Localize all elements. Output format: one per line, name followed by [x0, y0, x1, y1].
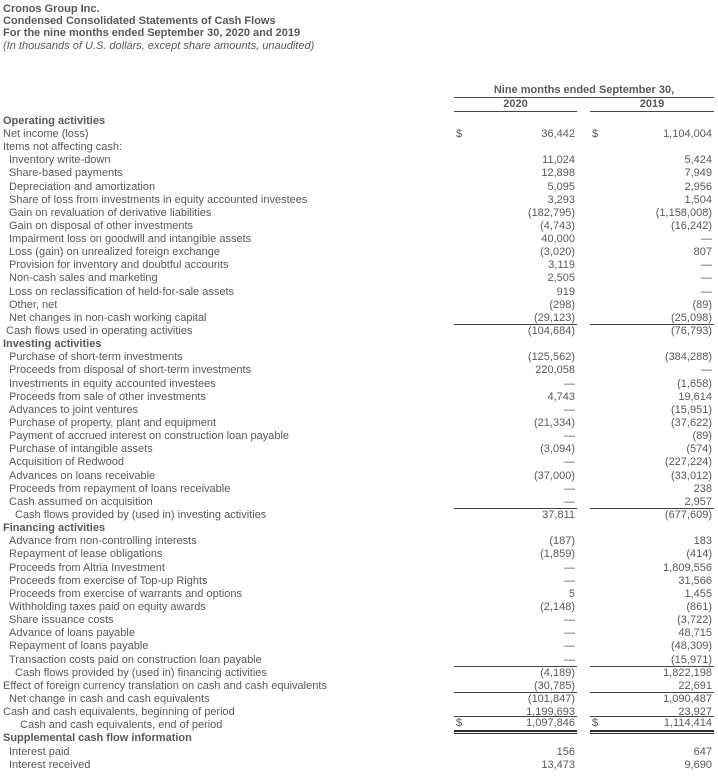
amount-2019: 2,957 [684, 495, 712, 508]
row-label: Loss (gain) on unrealized foreign exchange [9, 246, 220, 259]
amount-2019: 1,090,487 [663, 692, 712, 705]
table-row [0, 627, 714, 640]
period-line: For the nine months ended September 30, 2020 and 2019 [3, 27, 301, 40]
row-label: Transaction costs paid on construction loan payable [9, 653, 262, 666]
amount-2019: 2,956 [684, 180, 712, 193]
amount-2019: (1,658) [677, 377, 712, 390]
table-row [0, 220, 714, 233]
currency-symbol: $ [592, 127, 599, 140]
value-2020 [454, 391, 577, 404]
value-2020 [454, 299, 577, 312]
value-2020 [454, 640, 577, 653]
amount-2020: 3,119 [548, 259, 575, 272]
amount-2019: 1,104,004 [663, 127, 712, 140]
value-2019 [590, 154, 714, 167]
amount-2020: 13,473 [541, 758, 575, 771]
value-2019 [590, 666, 714, 680]
amount-2019: (414) [686, 548, 712, 561]
row-label: Cash flows used in operating activities [6, 325, 193, 338]
value-2019 [590, 404, 714, 417]
amount-2020: — [564, 403, 575, 416]
row-label: Acquisition of Redwood [9, 456, 124, 469]
amount-2020: (1,859) [540, 548, 575, 561]
table-row [0, 167, 714, 180]
table-row [0, 207, 714, 220]
amount-2020: 2,505 [547, 272, 575, 285]
table-row [0, 614, 714, 627]
amount-2019: (89) [692, 430, 712, 443]
value-2020 [454, 417, 577, 430]
amount-2019: 48,715 [678, 627, 712, 640]
value-2020 [454, 666, 577, 680]
table-row [0, 588, 714, 601]
value-2019 [590, 351, 714, 364]
amount-2020: 11,024 [542, 154, 575, 167]
currency-symbol: $ [592, 717, 599, 730]
value-2019 [590, 378, 714, 391]
amount-2019: (48,309) [671, 640, 712, 653]
value-2020 [454, 220, 577, 233]
row-label: Investments in equity accounted investees [9, 377, 216, 390]
amount-2020: (101,847) [527, 692, 575, 705]
amount-2020: (30,785) [534, 679, 575, 692]
table-row [0, 430, 714, 443]
table-row [0, 759, 714, 772]
value-2019 [590, 128, 714, 141]
year-header-2020: 2020 [454, 98, 577, 112]
amount-2019: (89) [692, 298, 712, 311]
amount-2019: 1,504 [684, 193, 712, 206]
value-2019 [590, 483, 714, 496]
amount-2019: 647 [693, 745, 712, 758]
amount-2020: 40,000 [541, 233, 575, 246]
row-label: Advance from non-controlling interests [9, 535, 197, 548]
table-row [0, 456, 714, 469]
table-row [0, 548, 714, 561]
value-2019 [590, 259, 714, 272]
value-2020 [454, 470, 577, 483]
value-2019 [590, 588, 714, 601]
amount-2020: 5,095 [547, 180, 575, 193]
amount-2020: — [564, 574, 575, 587]
amount-2019: (76,793) [671, 325, 712, 338]
value-2020 [454, 378, 577, 391]
row-label: Interest received [9, 758, 91, 771]
value-2019 [590, 286, 714, 299]
row-label: Financing activities [3, 522, 106, 535]
amount-2020: — [564, 653, 575, 666]
value-2019 [590, 194, 714, 207]
currency-symbol: $ [456, 127, 463, 140]
row-label: Non-cash sales and marketing [9, 272, 158, 285]
amount-2020: 919 [556, 285, 575, 298]
amount-2019: 9,690 [684, 758, 712, 771]
amount-2019: (15,971) [671, 653, 712, 666]
value-2019 [590, 443, 714, 456]
table-row [0, 351, 714, 364]
row-label: Proceeds from exercise of Top-up Rights [9, 574, 208, 587]
value-2019 [590, 692, 714, 706]
value-2020 [454, 692, 577, 706]
row-label: Depreciation and amortization [9, 180, 156, 193]
value-2019 [590, 601, 714, 614]
amount-2020: — [564, 640, 575, 653]
row-label: Repayment of loans payable [9, 640, 149, 653]
amount-2020: 220,058 [535, 364, 575, 377]
amount-2020: 1,097,846 [526, 717, 575, 730]
row-label: Share-based payments [9, 167, 123, 180]
table-row [0, 404, 714, 417]
amount-2020: 5 [568, 587, 575, 600]
value-2020 [454, 404, 577, 417]
row-label: Proceeds from repayment of loans receivable [9, 482, 231, 495]
company-name: Cronos Group Inc. [3, 3, 100, 15]
row-label: Repayment of lease obligations [9, 548, 163, 561]
row-label: Proceeds from disposal of short-term investments [9, 364, 252, 377]
row-label: Purchase of property, plant and equipment [9, 417, 217, 430]
year-header-2019: 2019 [590, 98, 714, 112]
value-2020 [454, 614, 577, 627]
amount-2019: (384,288) [664, 351, 712, 364]
row-label: Other, net [9, 298, 58, 311]
value-2019 [590, 417, 714, 430]
row-label: Proceeds from Altria Investment [9, 561, 165, 574]
value-2020 [454, 324, 577, 338]
value-2019 [590, 246, 714, 259]
value-2020 [454, 272, 577, 285]
value-2020 [454, 483, 577, 496]
amount-2020: — [564, 430, 575, 443]
value-2019 [590, 272, 714, 285]
table-row [0, 693, 714, 706]
table-row [0, 338, 714, 351]
amount-2019: (15,951) [671, 403, 712, 416]
amount-2019: (3,722) [677, 614, 712, 627]
value-2019 [590, 364, 714, 377]
table-row [0, 378, 714, 391]
row-label: Supplemental cash flow information [3, 732, 192, 745]
amount-2020: (125,562) [527, 351, 575, 364]
table-row [0, 746, 714, 759]
value-2019 [590, 391, 714, 404]
value-2019 [590, 167, 714, 180]
amount-2020: (182,795) [527, 206, 575, 219]
table-row [0, 181, 714, 194]
amount-2019: 183 [693, 535, 712, 548]
table-row [0, 128, 714, 141]
value-2020 [454, 716, 577, 732]
value-2020 [454, 286, 577, 299]
row-label: Gain on disposal of other investments [9, 219, 194, 232]
amount-2020: (2,148) [540, 601, 575, 613]
value-2019 [590, 746, 714, 759]
amount-2019: (574) [686, 443, 712, 456]
table-row [0, 364, 714, 377]
row-label: Share issuance costs [9, 614, 114, 627]
value-2020 [454, 548, 577, 561]
amount-2019: (1,158,008) [655, 206, 712, 219]
amount-2020: — [564, 377, 575, 390]
value-2020 [454, 167, 577, 180]
amount-2020: 12,898 [541, 167, 575, 180]
units-note: (In thousands of U.S. dollars, except share amounts, unaudited) [3, 39, 315, 52]
value-2020 [454, 443, 577, 456]
row-label: Net changes in non-cash working capital [9, 311, 207, 324]
amount-2020: (298) [549, 298, 575, 311]
row-label: Operating activities [3, 114, 106, 127]
table-row [0, 562, 714, 575]
value-2019 [590, 456, 714, 469]
table-row [0, 601, 714, 614]
value-2020 [454, 746, 577, 759]
row-label: Share of loss from investments in equity accounted investees [9, 193, 308, 206]
value-2020 [454, 128, 577, 141]
amount-2019: — [701, 233, 712, 246]
value-2019 [590, 627, 714, 640]
amount-2019: 1,809,556 [663, 561, 712, 574]
value-2020 [454, 430, 577, 443]
table-row [0, 246, 714, 259]
amount-2019: 19,614 [678, 390, 712, 403]
amount-2019: — [701, 272, 712, 285]
table-row [0, 522, 714, 535]
row-label: Purchase of intangible assets [9, 443, 153, 456]
table-row [0, 194, 714, 207]
row-label: Cash assumed on acquisition [9, 495, 153, 508]
amount-2020: 1,199,693 [526, 706, 575, 719]
table-row [0, 286, 714, 299]
amount-2020: (21,334) [534, 417, 575, 430]
table-row [0, 470, 714, 483]
amount-2020: 3,293 [547, 193, 575, 206]
amount-2020: 156 [556, 745, 575, 758]
amount-2019: 7,949 [684, 167, 712, 180]
row-label: Items not affecting cash: [3, 141, 123, 154]
row-label: Inventory write-down [9, 154, 111, 167]
statement-title: Condensed Consolidated Statements of Cash Flows [3, 15, 276, 28]
document-header [0, 0, 718, 52]
table-row [0, 535, 714, 548]
value-2019 [590, 324, 714, 338]
value-2020 [454, 351, 577, 364]
row-label: Interest paid [9, 745, 70, 758]
value-2019 [590, 299, 714, 312]
row-label: Effect of foreign currency translation on cash and cash equivalents [3, 679, 327, 692]
table-row [0, 443, 714, 456]
table-row [0, 483, 714, 496]
row-label: Cash and cash equivalents, beginning of period [3, 706, 235, 719]
table-row [0, 141, 714, 154]
row-label: Investing activities [3, 338, 102, 351]
amount-2019: 1,822,198 [663, 666, 712, 679]
table-row [0, 417, 714, 430]
row-label: Proceeds from exercise of warrants and options [9, 587, 242, 600]
table-row [0, 509, 714, 522]
row-label: Advances to joint ventures [9, 403, 139, 416]
amount-2019: 5,424 [684, 154, 712, 167]
period-header: Nine months ended September 30, [454, 84, 714, 98]
table-row [0, 154, 714, 167]
table-row [0, 233, 714, 246]
value-2019 [590, 220, 714, 233]
row-label: Cash flows provided by (used in) financing activities [15, 666, 267, 679]
amount-2019: 31,566 [678, 574, 712, 587]
amount-2019: (677,609) [664, 509, 712, 522]
amount-2020: (104,684) [527, 325, 575, 338]
amount-2020: (3,020) [540, 246, 575, 259]
table-row [0, 299, 714, 312]
amount-2019: (16,242) [671, 219, 712, 232]
amount-2020: (29,123) [534, 311, 575, 324]
amount-2019: (861) [686, 601, 712, 613]
value-2020 [454, 601, 577, 614]
value-2020 [454, 508, 577, 522]
table-row [0, 575, 714, 588]
value-2019 [590, 535, 714, 548]
value-2020 [454, 535, 577, 548]
value-2019 [590, 207, 714, 220]
value-2019 [590, 759, 714, 772]
amount-2019: 23,927 [678, 706, 712, 719]
amount-2019: 807 [693, 246, 712, 259]
value-2020 [454, 575, 577, 588]
value-2020 [454, 759, 577, 772]
amount-2019: (37,622) [671, 417, 712, 430]
value-2020 [454, 154, 577, 167]
amount-2020: — [564, 495, 575, 508]
value-2019 [590, 640, 714, 653]
amount-2019: — [701, 259, 712, 272]
amount-2020: (37,000) [534, 469, 575, 482]
table-row [0, 719, 714, 732]
row-label: Withholding taxes paid on equity awards [9, 601, 206, 613]
table-row [0, 259, 714, 272]
value-2020 [454, 456, 577, 469]
amount-2020: — [564, 627, 575, 640]
value-2019 [590, 548, 714, 561]
value-2020 [454, 246, 577, 259]
row-label: Advances on loans receivable [9, 469, 156, 482]
currency-symbol: $ [456, 717, 463, 730]
table-row [0, 273, 714, 286]
value-2019 [590, 716, 714, 732]
year-header-row [454, 98, 714, 112]
table-row [0, 640, 714, 653]
amount-2019: 22,691 [678, 679, 712, 692]
amount-2020: — [564, 614, 575, 627]
row-label: Proceeds from sale of other investments [9, 390, 206, 403]
value-2020 [454, 259, 577, 272]
amount-2019: 1,114,414 [663, 717, 712, 730]
amount-2019: (227,224) [664, 456, 712, 469]
table-row [0, 667, 714, 680]
row-label: Payment of accrued interest on construction loan payable [9, 430, 290, 443]
value-2020 [454, 194, 577, 207]
row-label: Loss on reclassification of held-for-sale assets [9, 285, 234, 298]
column-headers [454, 84, 714, 112]
table-row [0, 391, 714, 404]
amount-2020: 37,811 [542, 509, 575, 522]
value-2020 [454, 588, 577, 601]
amount-2020: — [564, 482, 575, 495]
value-2019 [590, 233, 714, 246]
amount-2020: — [564, 456, 575, 469]
amount-2020: — [564, 561, 575, 574]
value-2019 [590, 470, 714, 483]
amount-2020: (4,189) [540, 666, 575, 679]
value-2020 [454, 207, 577, 220]
value-2020 [454, 181, 577, 194]
amount-2019: — [701, 285, 712, 298]
row-label: Cash flows provided by (used in) investing activities [15, 509, 267, 522]
row-label: Provision for inventory and doubtful accounts [9, 259, 229, 272]
value-2019 [590, 614, 714, 627]
row-label: Impairment loss on goodwill and intangible assets [9, 233, 252, 246]
amount-2020: (3,094) [540, 443, 575, 456]
amount-2020: (187) [549, 535, 575, 548]
cash-flow-table [0, 84, 718, 772]
value-2020 [454, 562, 577, 575]
amount-2019: (25,098) [671, 311, 712, 324]
row-label: Net change in cash and cash equivalents [9, 692, 210, 705]
row-label: Gain on revaluation of derivative liabilities [9, 206, 212, 219]
value-2019 [590, 430, 714, 443]
amount-2020: 36,442 [541, 127, 575, 140]
value-2019 [590, 181, 714, 194]
amount-2020: 4,743 [547, 390, 575, 403]
amount-2019: 1,455 [684, 587, 712, 600]
amount-2019: (33,012) [671, 469, 712, 482]
value-2019 [590, 562, 714, 575]
value-2019 [590, 508, 714, 522]
row-label: Advance of loans payable [9, 627, 135, 640]
amount-2020: (4,743) [540, 219, 575, 232]
table-row [0, 115, 714, 128]
row-label: Cash and cash equivalents, end of period [20, 719, 223, 732]
value-2019 [590, 575, 714, 588]
row-label: Purchase of short-term investments [9, 351, 183, 364]
value-2020 [454, 233, 577, 246]
table-rows [0, 115, 714, 772]
row-label: Net income (loss) [3, 127, 89, 140]
table-row [0, 325, 714, 338]
amount-2019: 238 [693, 482, 712, 495]
amount-2019: — [701, 364, 712, 377]
value-2020 [454, 627, 577, 640]
value-2020 [454, 364, 577, 377]
